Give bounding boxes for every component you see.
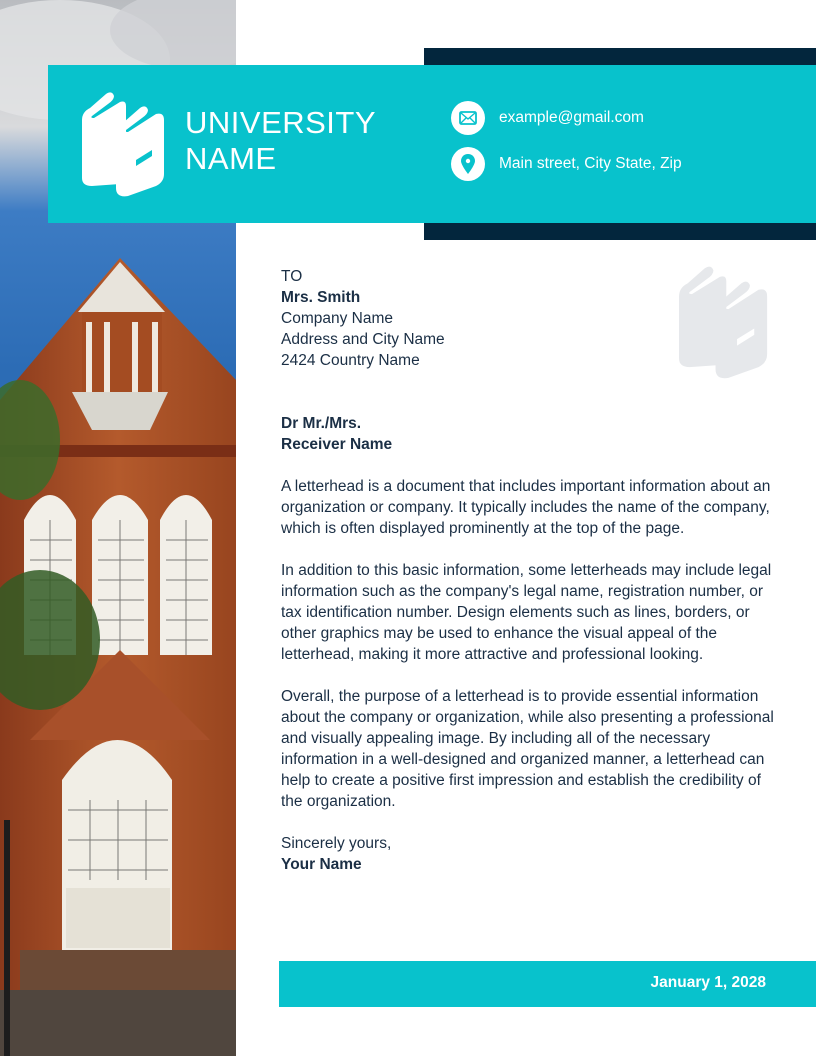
closing-line: Sincerely yours, bbox=[281, 835, 392, 852]
recipient-address: Address and City Name bbox=[281, 331, 445, 348]
body-paragraph-1: A letterhead is a document that includes important information about an organization or company. It typically includes the name of the company, which is often displayed prominently at the top of the page. bbox=[281, 478, 771, 537]
envelope-icon bbox=[451, 101, 485, 135]
address-text: Main street, City State, Zip bbox=[499, 155, 682, 172]
body-paragraph-3: Overall, the purpose of a letterhead is to provide essential information about the company or organization, while also presenting a professional and visually appealing image. By including all of the necessary information in a well-designed and organized manner, a letterhead can help to create a positive first impression and establish the credibility of the organization. bbox=[281, 688, 774, 810]
salutation-line1: Dr Mr./Mrs. bbox=[281, 415, 362, 432]
map-pin-icon bbox=[451, 147, 485, 181]
books-icon bbox=[76, 90, 168, 198]
recipient-name: Mrs. Smith bbox=[281, 289, 361, 306]
university-name-line2: NAME bbox=[185, 141, 277, 176]
letter-body bbox=[281, 266, 781, 875]
recipient-company: Company Name bbox=[281, 310, 393, 327]
contact-email bbox=[451, 101, 644, 135]
to-label: TO bbox=[281, 268, 303, 285]
contact-address bbox=[451, 147, 682, 181]
letter-date: January 1, 2028 bbox=[650, 974, 766, 991]
email-text[interactable]: example@gmail.com bbox=[499, 109, 644, 126]
signature-name: Your Name bbox=[281, 856, 362, 873]
salutation-line2: Receiver Name bbox=[281, 436, 393, 453]
body-paragraph-2: In addition to this basic information, some letterheads may include legal information such as the company's legal name, registration number, or tax identification number. Design elements such as lines, borders, or other graphics may be used to enhance the visual appeal of the letterhead, making it more attractive and professional looking. bbox=[281, 562, 772, 663]
recipient-country: 2424 Country Name bbox=[281, 352, 420, 369]
university-name-line1: UNIVERSITY bbox=[185, 105, 377, 140]
footer-band bbox=[279, 961, 816, 1007]
university-name bbox=[185, 105, 376, 177]
